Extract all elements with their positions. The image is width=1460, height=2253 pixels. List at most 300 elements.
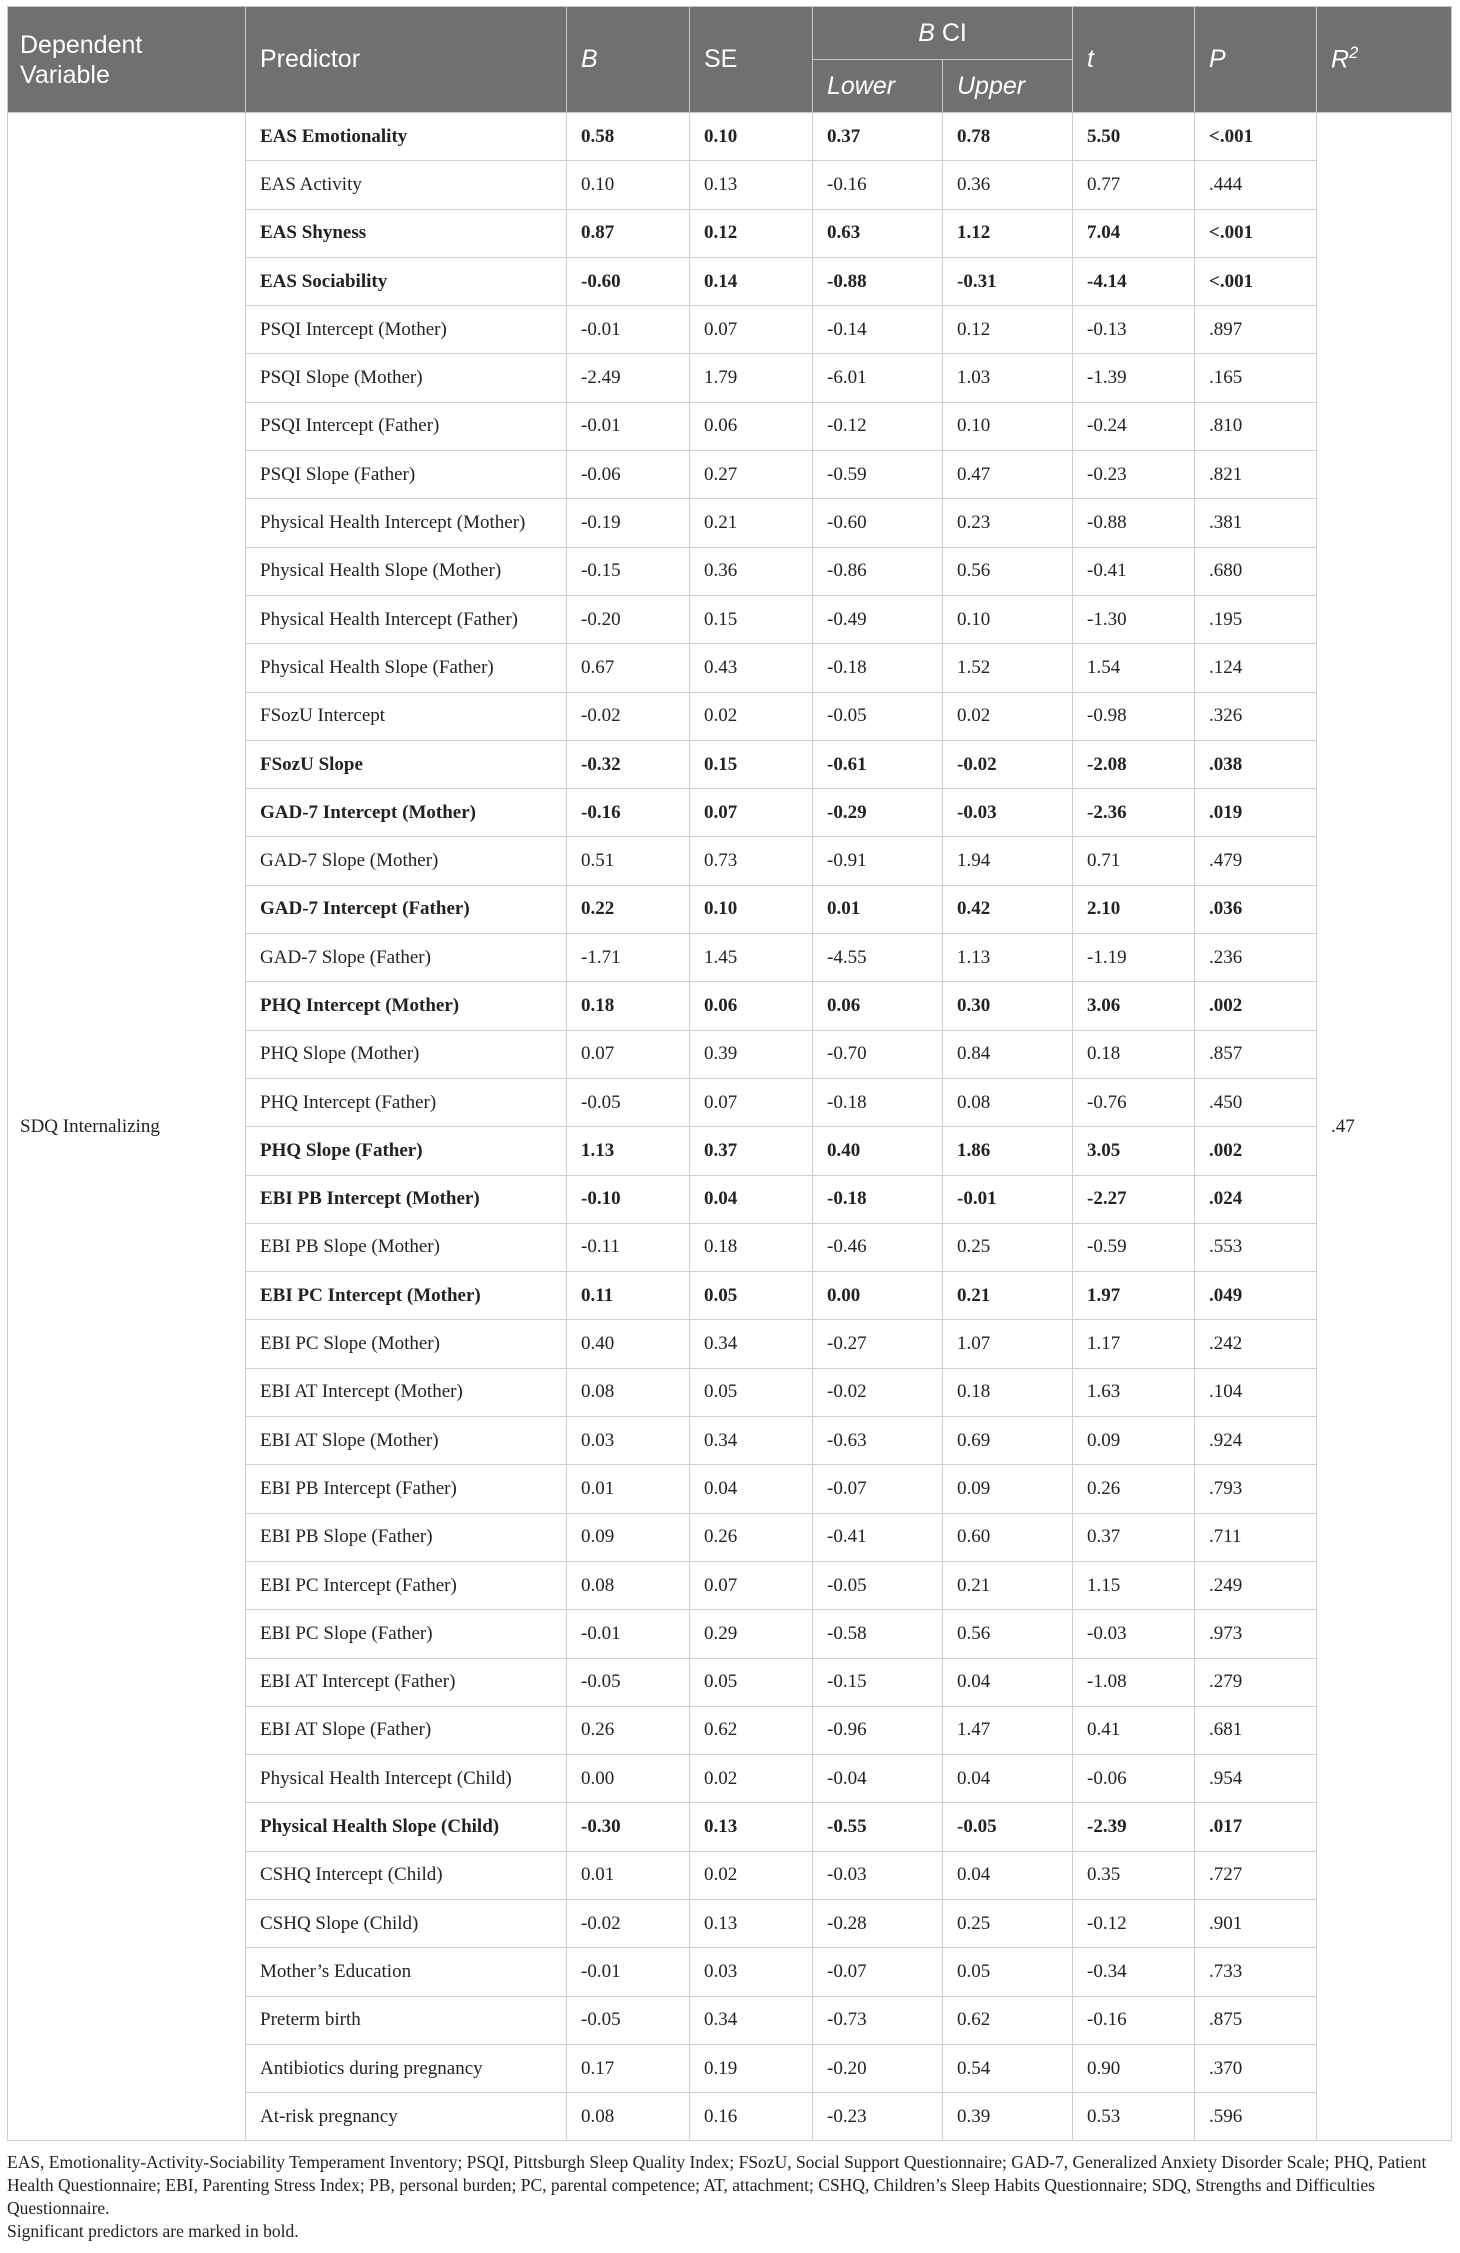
ci-upper-cell: 0.56: [943, 547, 1073, 595]
predictor-cell: EBI AT Slope (Father): [246, 1706, 567, 1754]
p-cell: .727: [1195, 1851, 1317, 1899]
se-cell: 0.26: [690, 1513, 813, 1561]
ci-lower-cell: -0.49: [813, 595, 943, 643]
se-cell: 0.29: [690, 1610, 813, 1658]
p-cell: .017: [1195, 1803, 1317, 1851]
ci-upper-cell: 1.13: [943, 934, 1073, 982]
b-cell: 0.40: [567, 1320, 690, 1368]
ci-upper-cell: 1.86: [943, 1127, 1073, 1175]
b-cell: -0.10: [567, 1175, 690, 1223]
ci-lower-cell: 0.00: [813, 1272, 943, 1320]
t-cell: 0.35: [1073, 1851, 1195, 1899]
b-cell: -0.32: [567, 740, 690, 788]
se-cell: 0.13: [690, 1803, 813, 1851]
t-cell: -1.19: [1073, 934, 1195, 982]
p-cell: .195: [1195, 595, 1317, 643]
predictor-cell: EBI PB Slope (Father): [246, 1513, 567, 1561]
t-cell: 0.18: [1073, 1030, 1195, 1078]
se-cell: 0.13: [690, 161, 813, 209]
header-se: SE: [690, 7, 813, 113]
b-cell: 0.01: [567, 1465, 690, 1513]
b-cell: 0.22: [567, 885, 690, 933]
p-cell: .370: [1195, 2044, 1317, 2092]
b-cell: -1.71: [567, 934, 690, 982]
ci-upper-cell: 1.03: [943, 354, 1073, 402]
b-cell: -0.16: [567, 789, 690, 837]
b-cell: -0.05: [567, 1996, 690, 2044]
se-cell: 0.10: [690, 113, 813, 161]
ci-lower-cell: -0.70: [813, 1030, 943, 1078]
b-cell: 0.11: [567, 1272, 690, 1320]
dependent-variable-cell: SDQ Internalizing: [8, 113, 246, 2141]
se-cell: 0.10: [690, 885, 813, 933]
p-cell: <.001: [1195, 113, 1317, 161]
t-cell: -0.41: [1073, 547, 1195, 595]
predictor-cell: GAD-7 Slope (Father): [246, 934, 567, 982]
ci-lower-cell: -0.20: [813, 2044, 943, 2092]
t-cell: -0.13: [1073, 306, 1195, 354]
t-cell: -2.08: [1073, 740, 1195, 788]
se-cell: 0.19: [690, 2044, 813, 2092]
ci-lower-cell: -0.55: [813, 1803, 943, 1851]
t-cell: -0.88: [1073, 499, 1195, 547]
se-cell: 0.62: [690, 1706, 813, 1754]
ci-lower-cell: -0.14: [813, 306, 943, 354]
b-cell: -0.15: [567, 547, 690, 595]
t-cell: -0.23: [1073, 451, 1195, 499]
t-cell: -0.16: [1073, 1996, 1195, 2044]
ci-lower-cell: 0.37: [813, 113, 943, 161]
b-cell: 1.13: [567, 1127, 690, 1175]
predictor-cell: Mother’s Education: [246, 1948, 567, 1996]
ci-lower-cell: -0.60: [813, 499, 943, 547]
ci-lower-cell: -0.29: [813, 789, 943, 837]
t-cell: 1.15: [1073, 1561, 1195, 1609]
p-cell: .711: [1195, 1513, 1317, 1561]
footnote-abbreviations: EAS, Emotionality-Activity-Sociability Temperament Inventory; PSQI, Pittsburgh Sleep Quality Index; FSozU, Social Support Questionnaire; GAD-7, Generalized Anxiety Disorder Scale; PHQ, Patient Health Questionnaire; EBI, Parenting Stress Index; PB, personal burden; PC, parental competence; AT, attachment; CSHQ, Children’s Sleep Habits Questionnaire; SDQ, Strengths and Difficulties Questionnaire.: [7, 2152, 1427, 2219]
se-cell: 0.07: [690, 1078, 813, 1126]
p-cell: .875: [1195, 1996, 1317, 2044]
header-b: B: [567, 7, 690, 113]
b-cell: 0.51: [567, 837, 690, 885]
se-cell: 0.02: [690, 1755, 813, 1803]
predictor-cell: EAS Activity: [246, 161, 567, 209]
p-cell: <.001: [1195, 257, 1317, 305]
b-cell: 0.67: [567, 644, 690, 692]
se-cell: 0.34: [690, 1996, 813, 2044]
table-body: [8, 113, 1452, 2141]
ci-lower-cell: -0.91: [813, 837, 943, 885]
predictor-cell: EBI PB Intercept (Mother): [246, 1175, 567, 1223]
ci-lower-cell: -0.18: [813, 644, 943, 692]
header-predictor: Predictor: [246, 7, 567, 113]
predictor-cell: PHQ Intercept (Father): [246, 1078, 567, 1126]
p-cell: .857: [1195, 1030, 1317, 1078]
ci-upper-cell: -0.02: [943, 740, 1073, 788]
t-cell: 0.41: [1073, 1706, 1195, 1754]
t-cell: -1.39: [1073, 354, 1195, 402]
b-cell: -0.01: [567, 306, 690, 354]
b-cell: 0.18: [567, 982, 690, 1030]
t-cell: 0.26: [1073, 1465, 1195, 1513]
t-cell: 0.90: [1073, 2044, 1195, 2092]
t-cell: -2.39: [1073, 1803, 1195, 1851]
predictor-cell: Physical Health Intercept (Mother): [246, 499, 567, 547]
p-cell: .680: [1195, 547, 1317, 595]
t-cell: -2.27: [1073, 1175, 1195, 1223]
b-cell: -0.19: [567, 499, 690, 547]
b-cell: -0.01: [567, 402, 690, 450]
ci-upper-cell: 0.47: [943, 451, 1073, 499]
ci-upper-cell: 0.78: [943, 113, 1073, 161]
se-cell: 0.04: [690, 1175, 813, 1223]
se-cell: 0.04: [690, 1465, 813, 1513]
t-cell: -1.08: [1073, 1658, 1195, 1706]
se-cell: 0.14: [690, 257, 813, 305]
regression-table-container: [7, 6, 1451, 2243]
table-row: [8, 113, 1452, 161]
b-cell: 0.07: [567, 1030, 690, 1078]
b-cell: -2.49: [567, 354, 690, 402]
t-cell: 0.37: [1073, 1513, 1195, 1561]
t-cell: 0.77: [1073, 161, 1195, 209]
t-cell: 3.05: [1073, 1127, 1195, 1175]
header-dependent-variable: Dependent Variable: [8, 7, 246, 113]
p-cell: .553: [1195, 1223, 1317, 1271]
se-cell: 0.16: [690, 2093, 813, 2141]
t-cell: 1.54: [1073, 644, 1195, 692]
b-cell: -0.02: [567, 1899, 690, 1947]
t-cell: -0.59: [1073, 1223, 1195, 1271]
ci-upper-cell: 0.09: [943, 1465, 1073, 1513]
se-cell: 1.45: [690, 934, 813, 982]
p-cell: .249: [1195, 1561, 1317, 1609]
ci-upper-cell: 0.84: [943, 1030, 1073, 1078]
ci-lower-cell: -0.73: [813, 1996, 943, 2044]
ci-upper-cell: 0.23: [943, 499, 1073, 547]
t-cell: 0.09: [1073, 1417, 1195, 1465]
p-cell: .002: [1195, 1127, 1317, 1175]
t-cell: 2.10: [1073, 885, 1195, 933]
ci-lower-cell: -0.15: [813, 1658, 943, 1706]
se-cell: 0.07: [690, 306, 813, 354]
table-footnote: [7, 2151, 1451, 2243]
b-cell: 0.09: [567, 1513, 690, 1561]
t-cell: 1.17: [1073, 1320, 1195, 1368]
ci-upper-cell: 0.39: [943, 2093, 1073, 2141]
ci-upper-cell: 0.25: [943, 1899, 1073, 1947]
ci-upper-cell: 1.94: [943, 837, 1073, 885]
ci-upper-cell: 0.18: [943, 1368, 1073, 1416]
ci-upper-cell: 0.10: [943, 402, 1073, 450]
predictor-cell: CSHQ Intercept (Child): [246, 1851, 567, 1899]
ci-upper-cell: -0.03: [943, 789, 1073, 837]
ci-upper-cell: 0.36: [943, 161, 1073, 209]
se-cell: 0.36: [690, 547, 813, 595]
p-cell: .326: [1195, 692, 1317, 740]
se-cell: 0.15: [690, 595, 813, 643]
predictor-cell: EAS Emotionality: [246, 113, 567, 161]
p-cell: .242: [1195, 1320, 1317, 1368]
p-cell: .381: [1195, 499, 1317, 547]
se-cell: 0.73: [690, 837, 813, 885]
predictor-cell: EAS Shyness: [246, 209, 567, 257]
header-p: P: [1195, 7, 1317, 113]
se-cell: 0.06: [690, 402, 813, 450]
predictor-cell: Physical Health Slope (Child): [246, 1803, 567, 1851]
ci-upper-cell: 0.54: [943, 2044, 1073, 2092]
ci-lower-cell: -0.03: [813, 1851, 943, 1899]
predictor-cell: Preterm birth: [246, 1996, 567, 2044]
predictor-cell: PHQ Slope (Father): [246, 1127, 567, 1175]
predictor-cell: EBI PC Slope (Father): [246, 1610, 567, 1658]
se-cell: 0.12: [690, 209, 813, 257]
ci-upper-cell: 0.56: [943, 1610, 1073, 1658]
p-cell: .681: [1195, 1706, 1317, 1754]
ci-upper-cell: 0.05: [943, 1948, 1073, 1996]
t-cell: -0.06: [1073, 1755, 1195, 1803]
predictor-cell: PSQI Slope (Father): [246, 451, 567, 499]
predictor-cell: At-risk pregnancy: [246, 2093, 567, 2141]
t-cell: 3.06: [1073, 982, 1195, 1030]
b-cell: -0.20: [567, 595, 690, 643]
p-cell: .104: [1195, 1368, 1317, 1416]
header-r-squared: [1317, 7, 1452, 113]
b-cell: -0.06: [567, 451, 690, 499]
p-cell: .024: [1195, 1175, 1317, 1223]
predictor-cell: Antibiotics during pregnancy: [246, 2044, 567, 2092]
header-b-ci-suffix: CI: [934, 18, 967, 47]
ci-upper-cell: 0.25: [943, 1223, 1073, 1271]
t-cell: 1.97: [1073, 1272, 1195, 1320]
t-cell: -0.98: [1073, 692, 1195, 740]
ci-lower-cell: -0.07: [813, 1465, 943, 1513]
ci-upper-cell: 0.04: [943, 1658, 1073, 1706]
b-cell: -0.02: [567, 692, 690, 740]
b-cell: -0.01: [567, 1948, 690, 1996]
predictor-cell: PSQI Intercept (Father): [246, 402, 567, 450]
ci-lower-cell: -0.46: [813, 1223, 943, 1271]
b-cell: 0.26: [567, 1706, 690, 1754]
t-cell: 0.53: [1073, 2093, 1195, 2141]
se-cell: 0.34: [690, 1320, 813, 1368]
ci-lower-cell: -0.59: [813, 451, 943, 499]
ci-upper-cell: -0.31: [943, 257, 1073, 305]
ci-upper-cell: 0.10: [943, 595, 1073, 643]
predictor-cell: Physical Health Intercept (Child): [246, 1755, 567, 1803]
predictor-cell: EBI PB Intercept (Father): [246, 1465, 567, 1513]
p-cell: .019: [1195, 789, 1317, 837]
p-cell: .479: [1195, 837, 1317, 885]
p-cell: .124: [1195, 644, 1317, 692]
t-cell: 0.71: [1073, 837, 1195, 885]
se-cell: 0.02: [690, 692, 813, 740]
header-r-squared-base: R: [1331, 45, 1350, 74]
ci-upper-cell: 1.52: [943, 644, 1073, 692]
b-cell: 0.17: [567, 2044, 690, 2092]
ci-lower-cell: -0.16: [813, 161, 943, 209]
predictor-cell: EBI PC Slope (Mother): [246, 1320, 567, 1368]
ci-lower-cell: -0.27: [813, 1320, 943, 1368]
p-cell: .236: [1195, 934, 1317, 982]
ci-lower-cell: -0.05: [813, 1561, 943, 1609]
footnote-significance-note: Significant predictors are marked in bold.: [7, 2221, 299, 2242]
table-header: [8, 7, 1452, 113]
ci-upper-cell: 0.62: [943, 1996, 1073, 2044]
p-cell: .279: [1195, 1658, 1317, 1706]
ci-upper-cell: 0.60: [943, 1513, 1073, 1561]
t-cell: 1.63: [1073, 1368, 1195, 1416]
ci-lower-cell: -6.01: [813, 354, 943, 402]
ci-lower-cell: -0.07: [813, 1948, 943, 1996]
predictor-cell: EBI PB Slope (Mother): [246, 1223, 567, 1271]
b-cell: -0.01: [567, 1610, 690, 1658]
p-cell: <.001: [1195, 209, 1317, 257]
ci-upper-cell: -0.05: [943, 1803, 1073, 1851]
predictor-cell: CSHQ Slope (Child): [246, 1899, 567, 1947]
predictor-cell: EBI AT Intercept (Father): [246, 1658, 567, 1706]
ci-lower-cell: -0.63: [813, 1417, 943, 1465]
p-cell: .002: [1195, 982, 1317, 1030]
ci-lower-cell: -0.05: [813, 692, 943, 740]
t-cell: -0.12: [1073, 1899, 1195, 1947]
b-cell: 0.87: [567, 209, 690, 257]
p-cell: .901: [1195, 1899, 1317, 1947]
ci-upper-cell: 0.12: [943, 306, 1073, 354]
p-cell: .049: [1195, 1272, 1317, 1320]
t-cell: 7.04: [1073, 209, 1195, 257]
ci-upper-cell: 0.08: [943, 1078, 1073, 1126]
p-cell: .973: [1195, 1610, 1317, 1658]
predictor-cell: PHQ Slope (Mother): [246, 1030, 567, 1078]
predictor-cell: FSozU Slope: [246, 740, 567, 788]
regression-table: [7, 6, 1452, 2141]
ci-lower-cell: -0.86: [813, 547, 943, 595]
se-cell: 0.05: [690, 1272, 813, 1320]
ci-upper-cell: -0.01: [943, 1175, 1073, 1223]
ci-upper-cell: 0.04: [943, 1851, 1073, 1899]
ci-lower-cell: -0.18: [813, 1078, 943, 1126]
se-cell: 0.07: [690, 789, 813, 837]
b-cell: 0.08: [567, 2093, 690, 2141]
predictor-cell: PSQI Slope (Mother): [246, 354, 567, 402]
ci-lower-cell: 0.01: [813, 885, 943, 933]
se-cell: 0.15: [690, 740, 813, 788]
predictor-cell: EBI PC Intercept (Father): [246, 1561, 567, 1609]
predictor-cell: EBI AT Intercept (Mother): [246, 1368, 567, 1416]
se-cell: 0.37: [690, 1127, 813, 1175]
p-cell: .897: [1195, 306, 1317, 354]
ci-lower-cell: -0.88: [813, 257, 943, 305]
se-cell: 0.21: [690, 499, 813, 547]
t-cell: -1.30: [1073, 595, 1195, 643]
p-cell: .450: [1195, 1078, 1317, 1126]
ci-upper-cell: 0.21: [943, 1272, 1073, 1320]
se-cell: 0.05: [690, 1658, 813, 1706]
p-cell: .954: [1195, 1755, 1317, 1803]
header-b-ci-b: B: [918, 18, 935, 47]
predictor-cell: PSQI Intercept (Mother): [246, 306, 567, 354]
p-cell: .810: [1195, 402, 1317, 450]
t-cell: -0.76: [1073, 1078, 1195, 1126]
predictor-cell: PHQ Intercept (Mother): [246, 982, 567, 1030]
ci-lower-cell: -0.96: [813, 1706, 943, 1754]
predictor-cell: EBI AT Slope (Mother): [246, 1417, 567, 1465]
ci-upper-cell: 0.69: [943, 1417, 1073, 1465]
ci-lower-cell: 0.06: [813, 982, 943, 1030]
ci-upper-cell: 0.42: [943, 885, 1073, 933]
t-cell: -0.24: [1073, 402, 1195, 450]
header-r-squared-sup: 2: [1349, 44, 1359, 63]
se-cell: 0.13: [690, 1899, 813, 1947]
ci-lower-cell: -0.28: [813, 1899, 943, 1947]
ci-lower-cell: -0.04: [813, 1755, 943, 1803]
predictor-cell: Physical Health Slope (Father): [246, 644, 567, 692]
ci-upper-cell: 0.02: [943, 692, 1073, 740]
p-cell: .444: [1195, 161, 1317, 209]
ci-upper-cell: 0.21: [943, 1561, 1073, 1609]
se-cell: 0.34: [690, 1417, 813, 1465]
b-cell: 0.08: [567, 1368, 690, 1416]
se-cell: 0.43: [690, 644, 813, 692]
se-cell: 0.03: [690, 1948, 813, 1996]
b-cell: 0.03: [567, 1417, 690, 1465]
header-ci-lower: Lower: [813, 60, 943, 113]
p-cell: .165: [1195, 354, 1317, 402]
b-cell: 0.58: [567, 113, 690, 161]
predictor-cell: GAD-7 Intercept (Father): [246, 885, 567, 933]
t-cell: -4.14: [1073, 257, 1195, 305]
header-b-ci: [813, 7, 1073, 60]
t-cell: -0.34: [1073, 1948, 1195, 1996]
ci-lower-cell: -0.61: [813, 740, 943, 788]
b-cell: 0.01: [567, 1851, 690, 1899]
ci-lower-cell: 0.40: [813, 1127, 943, 1175]
p-cell: .924: [1195, 1417, 1317, 1465]
ci-upper-cell: 1.07: [943, 1320, 1073, 1368]
ci-lower-cell: -0.18: [813, 1175, 943, 1223]
ci-lower-cell: -0.41: [813, 1513, 943, 1561]
t-cell: -2.36: [1073, 789, 1195, 837]
b-cell: 0.08: [567, 1561, 690, 1609]
p-cell: .821: [1195, 451, 1317, 499]
p-cell: .793: [1195, 1465, 1317, 1513]
t-cell: 5.50: [1073, 113, 1195, 161]
se-cell: 0.06: [690, 982, 813, 1030]
b-cell: 0.10: [567, 161, 690, 209]
se-cell: 0.07: [690, 1561, 813, 1609]
ci-upper-cell: 1.47: [943, 1706, 1073, 1754]
p-cell: .036: [1195, 885, 1317, 933]
ci-upper-cell: 1.12: [943, 209, 1073, 257]
header-t: t: [1073, 7, 1195, 113]
r-squared-cell: .47: [1317, 113, 1452, 2141]
ci-upper-cell: 0.30: [943, 982, 1073, 1030]
p-cell: .038: [1195, 740, 1317, 788]
se-cell: 0.05: [690, 1368, 813, 1416]
se-cell: 0.27: [690, 451, 813, 499]
b-cell: -0.05: [567, 1658, 690, 1706]
ci-lower-cell: -0.12: [813, 402, 943, 450]
predictor-cell: Physical Health Slope (Mother): [246, 547, 567, 595]
predictor-cell: FSozU Intercept: [246, 692, 567, 740]
predictor-cell: EBI PC Intercept (Mother): [246, 1272, 567, 1320]
b-cell: -0.60: [567, 257, 690, 305]
ci-lower-cell: 0.63: [813, 209, 943, 257]
t-cell: -0.03: [1073, 1610, 1195, 1658]
ci-lower-cell: -0.02: [813, 1368, 943, 1416]
ci-lower-cell: -0.58: [813, 1610, 943, 1658]
